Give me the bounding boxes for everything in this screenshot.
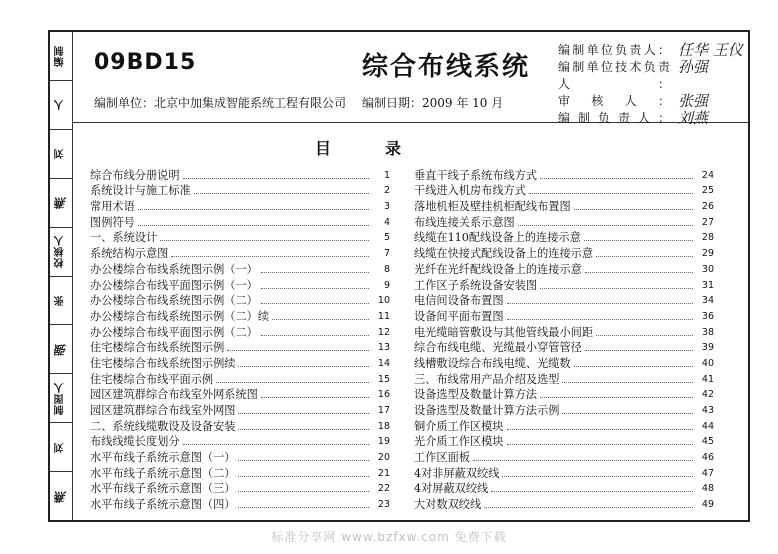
toc-entry-page: 18 [377,420,390,432]
toc-entry [90,496,390,512]
toc-entry-page: 28 [701,232,714,244]
toc-entry-title: 水平布线子系统示意图（二） [90,466,236,480]
toc-leader-dots [484,507,693,508]
toc-entry-title: 水平布线子系统示意图（三） [90,482,236,496]
side-label-drafter: 制图人 [55,381,66,415]
toc-entry-page: 15 [377,373,390,385]
toc-leader-dots [238,507,369,508]
toc-entry-page: 12 [377,326,390,338]
side-name-1: 刘 [55,148,66,160]
responsible-row [558,42,743,59]
toc-entry-title: 办公楼综合布线系统图示例（二） [90,294,258,308]
toc-entry-title: 住宅楼综合布线平面示例 [90,372,214,386]
toc-entry [414,324,714,340]
toc-entry-page: 8 [383,263,390,275]
toc-entry-page: 46 [701,452,714,464]
toc-leader-dots [171,256,369,257]
toc-leader-dots [261,397,369,398]
responsible-label: 编制负责人： [558,111,670,125]
toc-entry-title: 园区建筑群综合布线室外网图 [90,404,236,417]
side-cell [50,423,72,472]
toc-entry-title: 办公楼综合布线平面图示例（二） [90,325,258,339]
toc-entry [90,261,390,277]
toc-leader-dots [183,178,369,179]
toc-entry-title: 设备选型及数量计算方法示例 [414,404,560,417]
toc-leader-dots [596,256,693,257]
responsible-signature: 孙强 [678,58,709,76]
toc-entry-title: 住宅楼综合布线系统图示例 [90,341,225,355]
toc-entry [90,465,390,481]
toc-entry-title: 办公楼综合布线系统图示例（二）续 [90,309,270,323]
toc-entry-page: 26 [701,201,714,213]
toc-entry-page: 38 [701,326,714,338]
side-label-person: 人 [55,99,66,111]
side-label-compile: 编制 [55,44,66,67]
toc-entry [90,198,390,214]
title-block [72,32,748,127]
toc-entry-title: 住宅楼综合布线系统图示例续 [90,356,236,370]
side-cell [50,325,72,374]
toc-entry [414,308,714,324]
toc-entry-page: 36 [701,310,714,322]
toc-entry-title: 系统结构示意图 [90,247,169,261]
toc-left-column [90,167,390,512]
toc-leader-dots [138,209,369,210]
toc-entry-page: 31 [701,279,714,291]
toc-entry-title: 水平布线子系统示意图（一） [90,451,236,465]
toc-entry [90,214,390,230]
responsible-label: 编制单位负责人： [558,43,670,57]
toc-entry-title: 电信间设备布置图 [414,294,504,308]
toc-entry-page: 13 [377,342,390,354]
toc-leader-dots [238,429,369,430]
toc-entry-title: 设备间平面布置图 [414,309,504,323]
toc-entry-title: 布线连接关系示意图 [414,215,515,229]
side-signature-2: 强 [54,342,68,356]
toc-entry-title: 布线线缆长度划分 [90,435,180,449]
toc-entry-title: 办公楼综合布线平面图示例（一） [90,278,258,292]
side-cell [50,374,72,423]
toc-entry-title: 二、系统线缆敷设及设备安装 [90,419,236,433]
toc-entry-title: 图例符号 [90,215,135,229]
toc-entry [414,214,714,230]
toc-entry [414,167,714,183]
toc-entry [414,402,714,418]
toc-leader-dots [574,366,693,367]
sidebar-signature-strip [50,32,73,520]
toc-entry-title: 电光缆暗管敷设与其他管线最小间距 [414,325,594,339]
responsible-signature: 刘燕 [678,109,709,127]
toc-entry [90,449,390,465]
toc-entry-page: 34 [701,295,714,307]
toc-entry-title: 综合布线分册说明 [90,168,180,182]
side-name-2: 张 [55,294,66,306]
toc-leader-dots [138,225,369,226]
toc-entry-title: 大对数双绞线 [414,498,482,512]
toc-leader-dots [596,335,693,336]
toc-entry-title: 铜介质工作区模块 [414,419,504,433]
responsible-row [558,93,743,110]
toc-entry [90,371,390,387]
toc-entry [90,230,390,246]
toc-entry-page: 11 [377,310,390,322]
side-cell [50,130,72,179]
toc-entry [90,402,390,418]
toc-leader-dots [584,240,693,241]
toc-entry [90,167,390,183]
drawing-frame [48,30,750,522]
toc-leader-dots [507,303,693,304]
toc-entry [414,496,714,512]
toc-entry-page: 5 [383,232,390,244]
toc-leader-dots [238,366,369,367]
toc-leader-dots [540,288,693,289]
toc-entry-page: 40 [701,357,714,369]
side-cell [50,81,72,130]
toc-entry-page: 27 [701,216,714,228]
toc-leader-dots [194,193,369,194]
toc-entry [90,293,390,309]
toc-entry-page: 39 [701,342,714,354]
responsible-signature: 张强 [678,92,709,110]
atlas-number: 09BD15 [94,50,197,75]
toc-entry-page: 29 [701,248,714,260]
toc-entry-page: 24 [701,169,714,181]
toc-entry-page: 47 [701,467,714,479]
toc-entry-title: 落地机柜及壁挂机柜配线布置图 [414,200,571,214]
toc-entry [414,434,714,450]
side-cell [50,228,72,277]
toc-leader-dots [529,193,693,194]
toc-entry [414,481,714,497]
toc-leader-dots [540,178,693,179]
toc-entry-page: 17 [377,405,390,416]
toc-entry [414,277,714,293]
toc-entry-page: 3 [383,201,390,213]
toc-entry [414,293,714,309]
compile-date: 编制日期：2009 年 10 月 [362,96,504,110]
side-name-3: 刘 [55,441,66,453]
toc-entry [414,198,714,214]
toc-entry-page: 25 [701,185,714,197]
toc-leader-dots [507,444,693,445]
toc-leader-dots [272,319,369,320]
toc-entry-title: 线缆在快接式配线设备上的连接示意 [414,247,594,261]
toc-entry [414,355,714,371]
toc-entry-page: 10 [377,295,390,307]
toc-entry-title: 常用术语 [90,200,135,214]
toc-entry [414,371,714,387]
toc-entry [414,230,714,246]
toc-leader-dots [562,382,693,383]
toc-leader-dots [540,397,693,398]
toc-leader-dots [585,272,693,273]
toc-entry-title: 水平布线子系统示意图（四） [90,498,236,512]
toc-entry-title: 光介质工作区模块 [414,435,504,449]
toc-entry-page: 9 [383,279,390,291]
toc-entry-title: 综合布线电缆、光缆最小穿管管径 [414,341,582,355]
toc-leader-dots [502,476,693,477]
responsible-label: 审核人： [558,94,670,108]
toc-entry-title: 垂直干线子系统布线方式 [414,168,538,182]
toc-leader-dots [585,350,693,351]
toc-entry [90,308,390,324]
toc-entry-page: 7 [383,248,390,260]
toc-entry-title: 线缆在110配线设备上的连接示意 [414,231,581,245]
toc-entry-title: 设备选型及数量计算方法 [414,388,538,402]
side-cell [50,277,72,326]
toc-entry-title: 干线进入机房布线方式 [414,184,526,198]
toc-entry [90,387,390,403]
toc-leader-dots [518,225,693,226]
toc-leader-dots [507,319,693,320]
toc-entry [90,340,390,356]
toc-leader-dots [261,288,369,289]
toc-entry-page: 48 [701,483,714,495]
toc-entry-page: 2 [383,185,390,197]
toc-entry [90,481,390,497]
toc-leader-dots [507,429,693,430]
toc-entry [90,418,390,434]
toc-leader-dots [491,491,693,492]
responsible-row [558,110,743,127]
toc-entry-page: 21 [377,467,390,479]
side-cell [50,32,72,81]
toc-entry-page: 4 [383,216,390,228]
side-cell [50,472,72,520]
toc-leader-dots [238,413,369,414]
toc-leader-dots [183,444,369,445]
toc-entry [414,418,714,434]
toc-entry-title: 一、系统设计 [90,231,158,245]
toc-entry-page: 16 [377,389,390,401]
toc-leader-dots [238,491,369,492]
toc-entry-title: 线槽敷设综合布线电缆、光缆数 [414,356,571,370]
toc-leader-dots [261,303,369,304]
toc-entry-page: 43 [701,405,714,416]
toc-entry [414,340,714,356]
toc-entry-title: 工作区面板 [414,451,470,465]
responsible-list [558,42,743,127]
toc-entry-title: 办公楼综合布线系统图示例（一） [90,262,258,276]
toc-entry-title: 4对屏蔽双绞线 [414,482,489,496]
responsible-signature: 任华 王仪 [678,41,743,59]
toc-leader-dots [261,272,369,273]
toc-entry-page: 45 [701,436,714,448]
toc-entry [90,183,390,199]
toc-leader-dots [562,413,693,414]
toc-leader-dots [473,460,693,461]
toc-entry-page: 1 [383,169,390,181]
toc-entry-page: 23 [377,499,390,511]
toc-leader-dots [238,476,369,477]
toc-entry-page: 49 [701,499,714,511]
toc-entry-page: 14 [377,357,390,369]
responsible-label: 编制单位技术负责人： [558,60,670,91]
compiling-unit: 编制单位：北京中加集成智能系统工程有限公司 [94,96,347,110]
toc-leader-dots [160,240,369,241]
side-label-checker: 校核人 [55,235,66,269]
toc-leader-dots [238,460,369,461]
responsible-row [558,59,743,93]
toc-entry [414,387,714,403]
side-signature-3: 燕 [54,489,68,503]
toc-leader-dots [216,382,369,383]
toc-right-column [414,167,714,512]
toc-leader-dots [261,335,369,336]
toc-entry [414,183,714,199]
toc-entry-page: 30 [701,263,714,275]
toc-entry-title: 系统设计与施工标准 [90,184,191,198]
toc-entry-title: 4对非屏蔽双绞线 [414,466,500,480]
toc-entry-page: 44 [701,420,714,432]
toc-entry [90,245,390,261]
toc-entry-page: 41 [701,373,714,385]
toc-entry-title: 园区建筑群综合布线室外网系统图 [90,388,258,402]
toc-heading: 目录 [315,139,456,158]
toc-leader-dots [574,209,693,210]
toc-entry-title: 光纤在光纤配线设备上的连接示意 [414,262,582,276]
toc-entry-title: 三、布线常用产品介绍及选型 [414,372,560,386]
toc-entry-page: 22 [377,483,390,495]
toc-entry-page: 42 [701,389,714,401]
toc-entry [414,261,714,277]
toc-entry [90,355,390,371]
toc-entry-title: 工作区子系统设备安装图 [414,278,538,292]
page-title: 综合布线系统 [362,52,531,82]
toc-entry-page: 20 [377,452,390,464]
toc-entry [90,277,390,293]
toc-entry [90,434,390,450]
toc-entry [90,324,390,340]
watermark: 标准分享网 www.bzfxw.com 免费下载 [271,530,507,544]
toc-entry-page: 19 [377,436,390,448]
toc-leader-dots [227,350,369,351]
toc-entry [414,465,714,481]
toc-entry [414,245,714,261]
side-cell [50,179,72,228]
toc-entry [414,449,714,465]
side-signature-1: 燕 [54,196,68,210]
